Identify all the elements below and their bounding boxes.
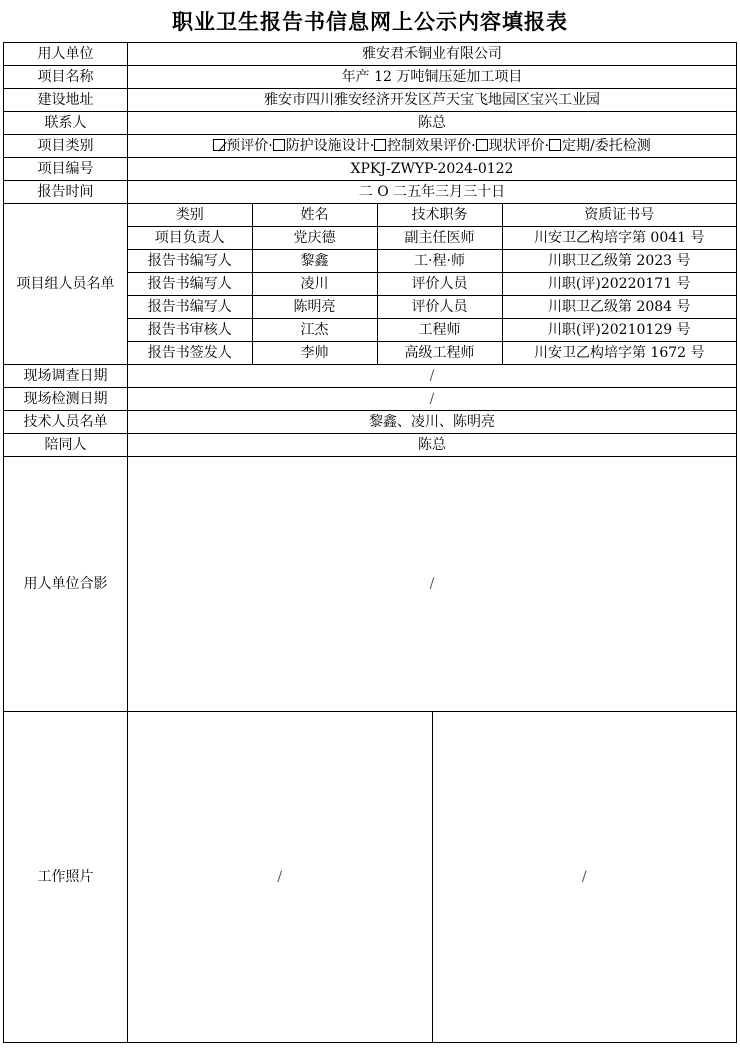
row-report-date <box>4 181 737 204</box>
team-row <box>128 250 736 273</box>
team-title: 评价人员 <box>377 296 502 319</box>
value-project-no: XPKJ-ZWYP-2024-0122 <box>128 158 737 181</box>
disclosure-form-table <box>3 42 737 1043</box>
team-cert: 川安卫乙构培字第 1672 号 <box>502 342 736 365</box>
team-title: 副主任医师 <box>377 227 502 250</box>
label-group-photo: 用人单位合影 <box>4 457 128 712</box>
row-team <box>4 204 737 365</box>
team-row <box>128 273 736 296</box>
label-employer: 用人单位 <box>4 43 128 66</box>
label-work-photos: 工作照片 <box>4 712 128 1043</box>
checkbox-icon[interactable] <box>549 139 561 151</box>
label-tech-staff: 技术人员名单 <box>4 411 128 434</box>
team-row <box>128 319 736 342</box>
group-photo-area: / <box>128 457 737 712</box>
team-header: 资质证书号 <box>502 204 736 227</box>
work-photos-table <box>128 712 736 1042</box>
row-address <box>4 89 737 112</box>
team-title: 高级工程师 <box>377 342 502 365</box>
label-project-no: 项目编号 <box>4 158 128 181</box>
value-report-date: 二 O 二五年三月三十日 <box>128 181 737 204</box>
row-contact <box>4 112 737 135</box>
team-cert: 川职(评)20220171 号 <box>502 273 736 296</box>
team-role: 报告书签发人 <box>128 342 252 365</box>
row-tech-staff <box>4 411 737 434</box>
row-work-photos <box>4 712 737 1043</box>
work-photos-cell <box>128 712 737 1043</box>
row-test-date <box>4 388 737 411</box>
option-control-effect[interactable]: 控制效果评价 <box>374 138 471 154</box>
value-tech-staff: 黎鑫、凌川、陈明亮 <box>128 411 737 434</box>
label-project-name: 项目名称 <box>4 66 128 89</box>
option-periodic-test[interactable]: 定期/委托检测 <box>549 138 651 154</box>
project-type-options: 预评价· 防护设施设计· 控制效果评价· 现状评价· 定期/委托检测 <box>128 135 737 158</box>
team-role: 项目负责人 <box>128 227 252 250</box>
work-photo-right: / <box>581 869 587 885</box>
label-report-date: 报告时间 <box>4 181 128 204</box>
label-project-type: 项目类别 <box>4 135 128 158</box>
team-title: 工·程·师 <box>377 250 502 273</box>
team-title: 评价人员 <box>377 273 502 296</box>
team-header: 姓名 <box>252 204 377 227</box>
value-accompany: 陈总 <box>128 434 737 457</box>
team-table <box>128 204 736 364</box>
team-row <box>128 296 736 319</box>
label-accompany: 陪同人 <box>4 434 128 457</box>
value-survey-date: / <box>128 365 737 388</box>
option-protection-design[interactable]: 防护设施设计 <box>273 138 370 154</box>
team-header: 类别 <box>128 204 252 227</box>
label-test-date: 现场检测日期 <box>4 388 128 411</box>
label-address: 建设地址 <box>4 89 128 112</box>
row-accompany <box>4 434 737 457</box>
option-pre-evaluation[interactable]: 预评价 <box>213 138 268 154</box>
row-employer <box>4 43 737 66</box>
row-project-type <box>4 135 737 158</box>
checkbox-icon[interactable] <box>374 139 386 151</box>
team-name: 党庆德 <box>252 227 377 250</box>
team-row <box>128 342 736 365</box>
option-status-evaluation[interactable]: 现状评价 <box>476 138 545 154</box>
team-role: 报告书编写人 <box>128 296 252 319</box>
checked-checkbox-icon[interactable] <box>213 139 225 151</box>
value-contact: 陈总 <box>128 112 737 135</box>
team-role: 报告书审核人 <box>128 319 252 342</box>
label-contact: 联系人 <box>4 112 128 135</box>
team-name: 李帅 <box>252 342 377 365</box>
team-role: 报告书编写人 <box>128 273 252 296</box>
team-header: 技术职务 <box>377 204 502 227</box>
checkbox-icon[interactable] <box>476 139 488 151</box>
team-name: 黎鑫 <box>252 250 377 273</box>
row-survey-date <box>4 365 737 388</box>
team-cert: 川职卫乙级第 2084 号 <box>502 296 736 319</box>
work-photo-left: / <box>128 712 432 1042</box>
value-test-date: / <box>128 388 737 411</box>
team-cert: 川职卫乙级第 2023 号 <box>502 250 736 273</box>
team-cert: 川职(评)20210129 号 <box>502 319 736 342</box>
checkbox-icon[interactable] <box>273 139 285 151</box>
team-role: 报告书编写人 <box>128 250 252 273</box>
team-name: 江杰 <box>252 319 377 342</box>
row-group-photo <box>4 457 737 712</box>
team-cell <box>128 204 737 365</box>
value-employer: 雅安君禾铜业有限公司 <box>128 43 737 66</box>
team-row <box>128 227 736 250</box>
row-project-name <box>4 66 737 89</box>
form-title: 职业卫生报告书信息网上公示内容填报表 <box>172 9 568 34</box>
label-survey-date: 现场调查日期 <box>4 365 128 388</box>
label-team: 项目组人员名单 <box>4 204 128 365</box>
team-name: 陈明亮 <box>252 296 377 319</box>
team-cert: 川安卫乙构培字第 0041 号 <box>502 227 736 250</box>
row-project-no <box>4 158 737 181</box>
team-title: 工程师 <box>377 319 502 342</box>
team-name: 凌川 <box>252 273 377 296</box>
team-header-row <box>128 204 736 227</box>
value-address: 雅安市四川雅安经济开发区芦天宝飞地园区宝兴工业园 <box>128 89 737 112</box>
value-project-name: 年产 12 万吨铜压延加工项目 <box>128 66 737 89</box>
